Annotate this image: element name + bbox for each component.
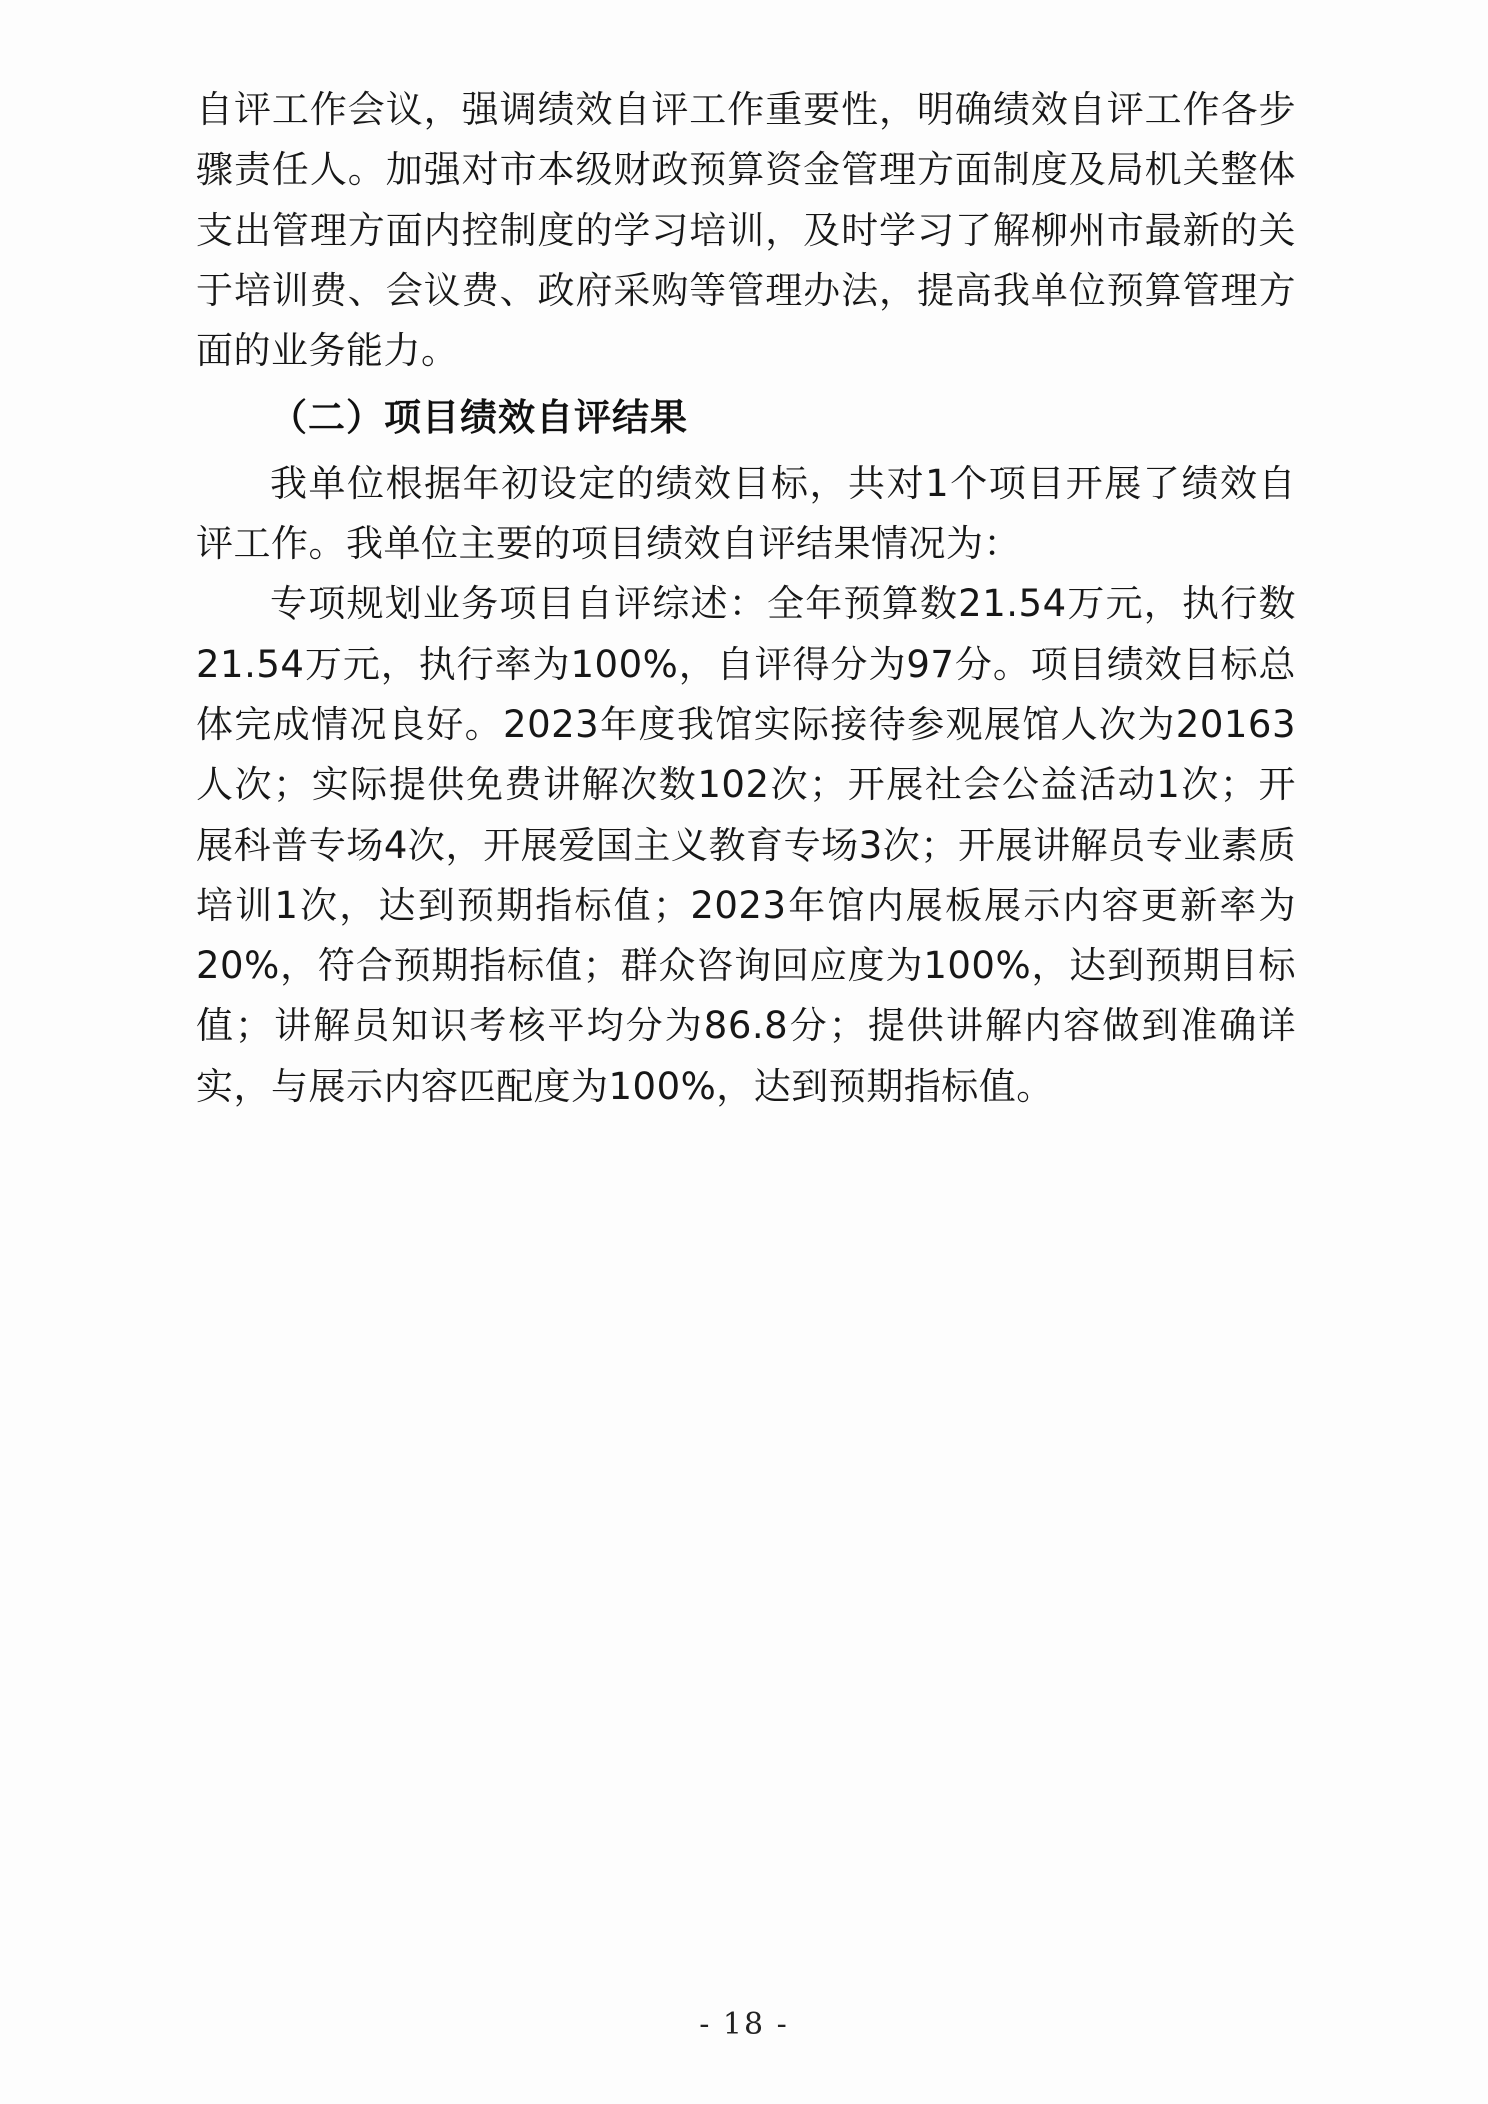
body-paragraph-2: 我单位根据年初设定的绩效目标，共对1个项目开展了绩效自评工作。我单位主要的项目绩效自评结果情况为： — [196, 461, 1296, 566]
page-number: - 18 - — [699, 2007, 789, 2042]
page-content — [196, 80, 1296, 1117]
body-paragraph-1: 自评工作会议，强调绩效自评工作重要性，明确绩效自评工作各步骤责任人。加强对市本级财政预算资金管理方面制度及局机关整体支出管理方面内控制度的学习培训，及时学习了解柳州市最新的关于培训费、会议费、政府采购等管理办法，提高我单位预算管理方面的业务能力。 — [196, 88, 1296, 373]
body-paragraph-3: 专项规划业务项目自评综述：全年预算数21.54万元，执行数21.54万元，执行率为100%，自评得分为97分。项目绩效目标总体完成情况良好。2023年度我馆实际接待参观展馆人次为20163人次；实际提供免费讲解次数102次；开展社会公益活动1次；开展科普专场4次，开展爱国主义教育专场3次；开展讲解员专业素质培训1次，达到预期指标值；2023年馆内展板展示内容更新率为20%，符合预期指标值；群众咨询回应度为100%，达到预期目标值；讲解员知识考核平均分为86.8分；提供讲解内容做到准确详实，与展示内容匹配度为100%，达到预期指标值。 — [196, 582, 1296, 1108]
section-heading-project-self-evaluation-results: （二）项目绩效自评结果 — [270, 395, 688, 440]
